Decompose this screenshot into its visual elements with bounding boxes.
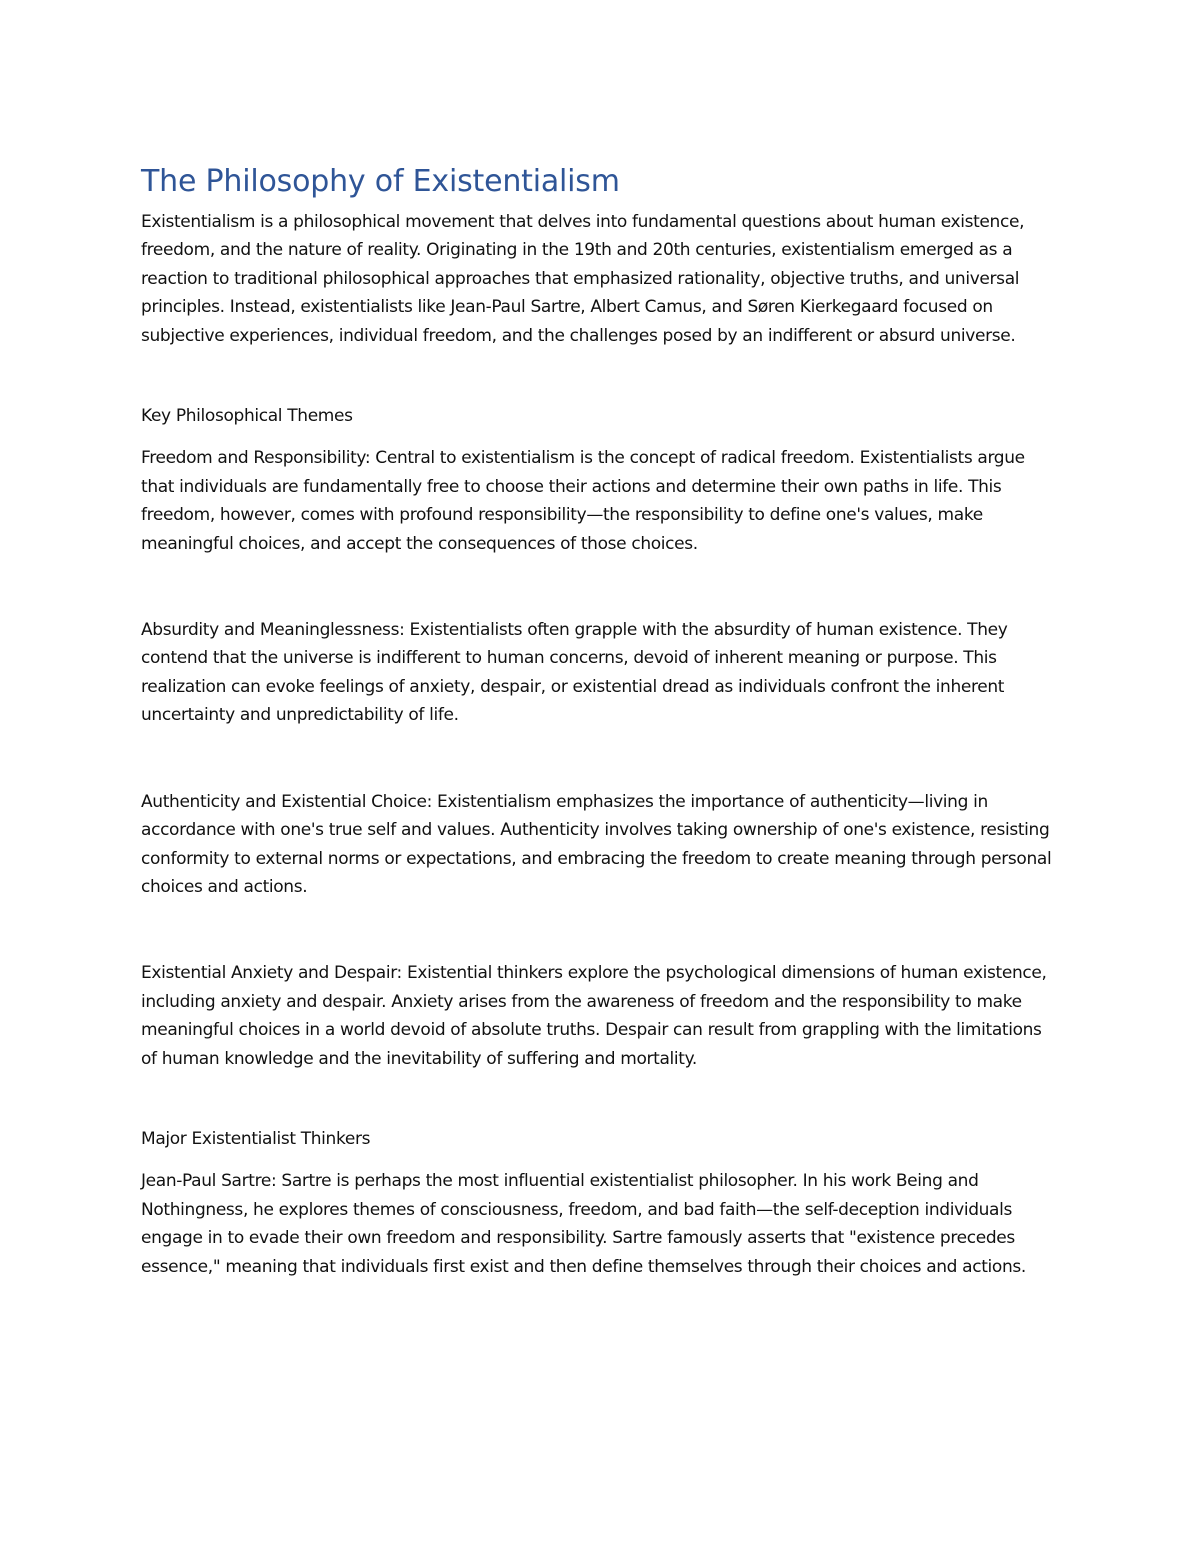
theme-paragraph-absurdity: Absurdity and Meaninglessness: Existentialists often grapple with the absurdity of human existence. They contend that the universe is indifferent to human concerns, devoid of inherent meaning or purpose. This realization can evoke feelings of anxiety, despair, or existential dread as individuals confront the inherent uncertainty and unpredictability of life. (141, 620, 1008, 726)
thinkers-heading: Major Existentialist Thinkers (141, 1128, 371, 1149)
theme-paragraph-freedom: Freedom and Responsibility: Central to existentialism is the concept of radical freedom. Existentialists argue that individuals are fundamentally free to choose their actions and determine their own paths in life. This freedom, however, comes with profound responsibility—the responsibility to define one's values, make meaningful choices, and accept the consequences of those choices. (141, 448, 1025, 554)
document-body (141, 162, 1053, 1281)
thinker-paragraph-sartre: Jean-Paul Sartre: Sartre is perhaps the most influential existentialist philosopher. In his work Being and Nothingness, he explores themes of consciousness, freedom, and bad faith—the self-deception individuals engage in to evade their own freedom and responsibility. Sartre famously asserts that "existence precedes essence," meaning that individuals first exist and then define themselves through their choices and actions. (141, 1171, 1026, 1277)
document-title: The Philosophy of Existentialism (141, 164, 620, 199)
themes-heading: Key Philosophical Themes (141, 406, 353, 427)
theme-paragraph-anxiety: Existential Anxiety and Despair: Existential thinkers explore the psychological dimensions of human existence, including anxiety and despair. Anxiety arises from the awareness of freedom and the responsibility to make meaningful choices in a world devoid of absolute truths. Despair can result from grappling with the limitations of human knowledge and the inevitability of suffering and mortality. (141, 963, 1047, 1069)
intro-paragraph: Existentialism is a philosophical movement that delves into fundamental questions about human existence, freedom, and the nature of reality. Originating in the 19th and 20th centuries, existentialism emerged as a reaction to traditional philosophical approaches that emphasized rationality, objective truths, and universal principles. Instead, existentialists like Jean-Paul Sartre, Albert Camus, and Søren Kierkegaard focused on subjective experiences, individual freedom, and the challenges posed by an indifferent or absurd universe. (141, 212, 1025, 346)
theme-paragraph-authenticity: Authenticity and Existential Choice: Existentialism emphasizes the importance of authenticity—living in accordance with one's true self and values. Authenticity involves taking ownership of one's existence, resisting conformity to external norms or expectations, and embracing the freedom to create meaning through personal choices and actions. (141, 791, 1052, 897)
